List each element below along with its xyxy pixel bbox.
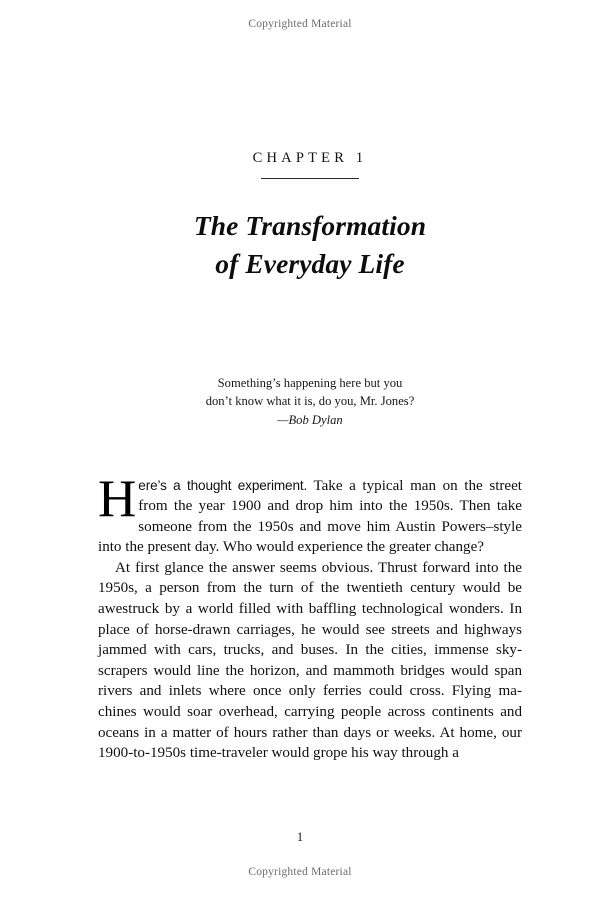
epigraph-line-2: don’t know what it is, do you, Mr. Jones? [205,393,415,408]
epigraph [98,375,522,430]
paragraph-1 [98,469,523,558]
epigraph-attribution: —Bob Dylan [277,412,343,427]
chapter-title-line-2: of Everyday Life [215,247,405,279]
chapter-title [98,207,522,283]
chapter-divider [98,178,522,179]
drop-cap: H [98,469,137,528]
body-text [98,469,523,764]
chapter-label: CHAPTER 1 [252,150,368,166]
paragraph-2: At first glance the answer seems obvious. Thrust forward into the 1950s, a person from the turn of the twentieth century would be awestruck by a world filled with baffling technological wonders. In place of horse-drawn carriages, he would see streets and highways jammed with cars, trucks, and buses. In the cities, immense sky-scrapers would line the horizon, and mammoth bridges would span rivers and inlets where once only ferries could cross. Flying ma-chines would soar overhead, carrying people across continents and oceans in a matter of hours rather than days or weeks. At home, our 1900-to-1950s time-traveler would grope his way through a [98,559,522,762]
divider-rule [261,178,359,179]
page-content [98,150,522,764]
lead-in-phrase: ere’s a thought experiment. [138,477,308,493]
page-number: 1 [296,830,304,844]
paragraph-1-text: Take a typical man on the street from the year 1900 and drop him into the 1950s. Then take someone from the 1950s and move him Austin Powers–style into the present day. Who would experience the greater change? [98,477,523,556]
copyright-watermark-top: Copyrighted Material [248,18,352,30]
copyright-watermark-bottom: Copyrighted Material [248,866,352,878]
chapter-title-line-1: The Transformation [193,210,427,241]
epigraph-line-1: Something’s happening here but you [217,375,403,390]
